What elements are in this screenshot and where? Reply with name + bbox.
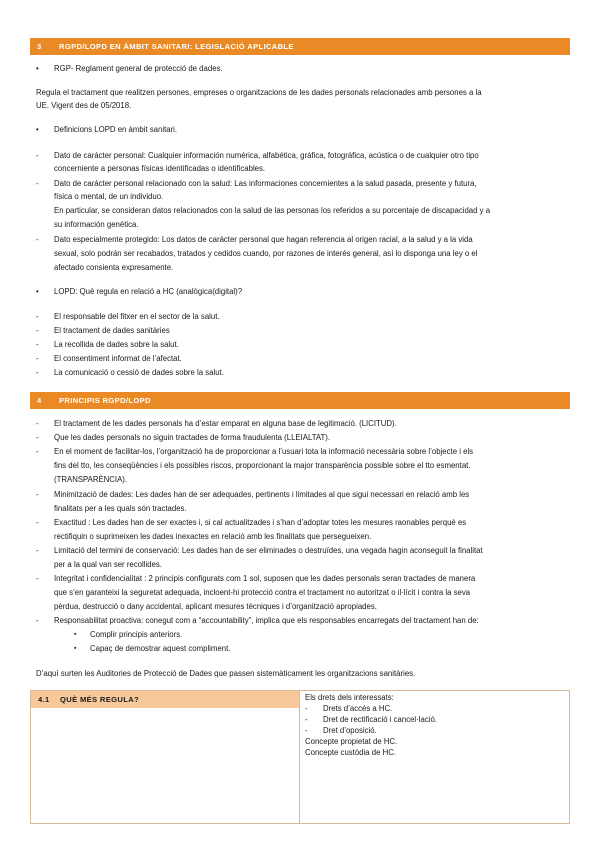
subsection-4-1-number: 4.1: [38, 695, 50, 704]
subsection-4-1-title: QUÈ MÉS REGULA?: [60, 695, 140, 704]
right-item: Drets d’accés a HC.: [323, 704, 393, 713]
section-3-number: 3: [37, 42, 42, 51]
principle-line: finalitats per a les quals són tractades.: [54, 504, 187, 513]
dash-icon: -: [36, 340, 39, 349]
concept-item: Concepte propietat de HC.: [305, 737, 398, 746]
dash-icon: -: [305, 726, 308, 735]
lopd-item: La comunicació o cessió de dades sobre la salut.: [54, 368, 224, 377]
lopd-item: La recollida de dades sobre la salut.: [54, 340, 179, 349]
definition-line: Dato de carácter personal: Cualquier información numérica, alfabética, gráfica, fotográfica, acústica o de cualquier otro tipo: [54, 151, 479, 160]
dash-icon: -: [36, 490, 39, 499]
rights-intro: Els drets dels interessats:: [305, 693, 394, 702]
square-bullet-icon: ▪: [74, 631, 77, 638]
bullet-icon: •: [36, 287, 39, 296]
principle-line: (TRANSPARÈNCIA).: [54, 475, 128, 484]
bullet-lopd: LOPD: Què regula en relació a HC (analògica(digital)?: [54, 287, 243, 296]
subsection-4-1-header: [31, 691, 299, 708]
dash-icon: -: [36, 326, 39, 335]
sub-item: Complir principis anteriors.: [90, 630, 183, 639]
principle-line: En el moment de facilitar-los, l’organització ha de proporcionar a l’usuari tota la informació necessària sobre l’objecte i els: [54, 447, 474, 456]
principle-line: Responsabilitat proactiva: conegut com a “accountability”, implica que els responsables encarregats del tractament han de:: [54, 616, 479, 625]
dash-icon: -: [36, 235, 39, 244]
dash-icon: -: [36, 419, 39, 428]
section-4-title: PRINCIPIS RGPD/LOPD: [59, 396, 151, 405]
dash-icon: -: [305, 704, 308, 713]
bullet-icon: •: [36, 64, 39, 73]
square-bullet-icon: ▪: [74, 645, 77, 652]
definition-line: En particular, se consideran datos relacionados con la salud de las personas los referidos a su porcentaje de discapacidad y a: [54, 206, 491, 215]
section-3-title: RGPD/LOPD EN ÀMBIT SANITARI: LEGISLACIÓ APLICABLE: [59, 42, 294, 51]
dash-icon: -: [36, 368, 39, 377]
dash-icon: -: [305, 715, 308, 724]
paragraph-line: UE. Vigent des de 05/2018.: [36, 101, 132, 110]
sub-item: Capaç de demostrar aquest compliment.: [90, 644, 231, 653]
principle-line: rectifiquin o suprimeixen les dades inexactes en relació amb les finalitats que persegueixen.: [54, 532, 372, 541]
principle-line: Integritat i confidencialitat : 2 principis configurats com 1 sol, suposen que les dades personals seran tractades de manera: [54, 574, 476, 583]
section-3-header: [30, 38, 570, 55]
dash-icon: -: [36, 433, 39, 442]
definition-line: Dato especialmente protegido: Los datos de carácter personal que hagan referencia al origen racial, a la salud y a la vida: [54, 235, 473, 244]
dash-icon: -: [36, 518, 39, 527]
principle-line: pèrdua, destrucció o dany accidental, aplicant mesures tècniques i d’organització apropiades.: [54, 602, 377, 611]
dash-icon: -: [36, 151, 39, 160]
dash-icon: -: [36, 179, 39, 188]
section-4-header: [30, 392, 570, 409]
paragraph-line: Regula el tractament que realitzen persones, empreses o organitzacions de les dades personals relacionades amb persones a la: [36, 88, 482, 97]
principle-line: Limitació del termini de conservació: Les dades han de ser eliminades o destruïdes, una vegada hagin aconseguit la finalitat: [54, 546, 483, 555]
concept-item: Concepte custòdia de HC.: [305, 748, 397, 757]
principle-line: Exactitud : Les dades han de ser exactes i, si cal actualitzades i s’han d’adoptar totes les mesures raonables perquè es: [54, 518, 467, 527]
definition-line: física o mental, de un individuo.: [54, 192, 164, 201]
regulation-table: [30, 690, 570, 824]
section-4-number: 4: [37, 396, 42, 405]
dash-icon: -: [36, 447, 39, 456]
principle-line: fins del tto, les conseqüències i els possibles riscos, proporcionant la major transparència possible sobre el tto esmentat.: [54, 461, 471, 470]
right-item: Dret de rectificació i cancel·lació.: [323, 715, 437, 724]
dash-icon: -: [36, 546, 39, 555]
definition-line: afectado consienta expresamente.: [54, 263, 174, 272]
lopd-item: El responsable del fitxer en el sector de la salut.: [54, 312, 220, 321]
dash-icon: -: [36, 574, 39, 583]
bullet-icon: •: [36, 125, 39, 134]
definition-line: Dato de carácter personal relacionado con la salud: Las informaciones concernientes a la salud pasada, presente y futura,: [54, 179, 477, 188]
table-divider: [299, 691, 300, 823]
right-item: Dret d’oposició.: [323, 726, 377, 735]
dash-icon: -: [36, 354, 39, 363]
principle-line: per a la qual van ser recollides.: [54, 560, 162, 569]
dash-icon: -: [36, 312, 39, 321]
closing-paragraph: D’aquí surten les Auditories de Protecció de Dades que passen sistemàticament les organitzacions sanitàries.: [36, 669, 416, 678]
principle-line: Que les dades personals no siguin tractades de forma fraudulenta (LLEIALTAT).: [54, 433, 331, 442]
definition-line: concerniente a personas físicas identificadas o identificables.: [54, 164, 266, 173]
lopd-item: El consentiment informat de l’afectat.: [54, 354, 182, 363]
principle-line: que s’en garanteixi la seguretat adequada, incloent-hi protecció contra el tractament no autoritzat o il·lícit i contra la seva: [54, 588, 471, 597]
bullet-rgp: RGP- Reglament general de protecció de dades.: [54, 64, 223, 73]
lopd-item: El tractament de dades sanitàries: [54, 326, 170, 335]
principle-line: El tractament de les dades personals ha d’estar emparat en alguna base de legitimació. (LICITUD).: [54, 419, 397, 428]
dash-icon: -: [36, 616, 39, 625]
definition-line: su información genética.: [54, 220, 139, 229]
definition-line: sexual, solo podrán ser recabados, tratados y cedidos cuando, por razones de interés general, así lo disponga una ley o el: [54, 249, 478, 258]
principle-line: Minimització de dades: Les dades han de ser adequades, pertinents i limitades al que sigui necessari en relació amb les: [54, 490, 470, 499]
bullet-definitions: Definicions LOPD en àmbit sanitari.: [54, 125, 178, 134]
